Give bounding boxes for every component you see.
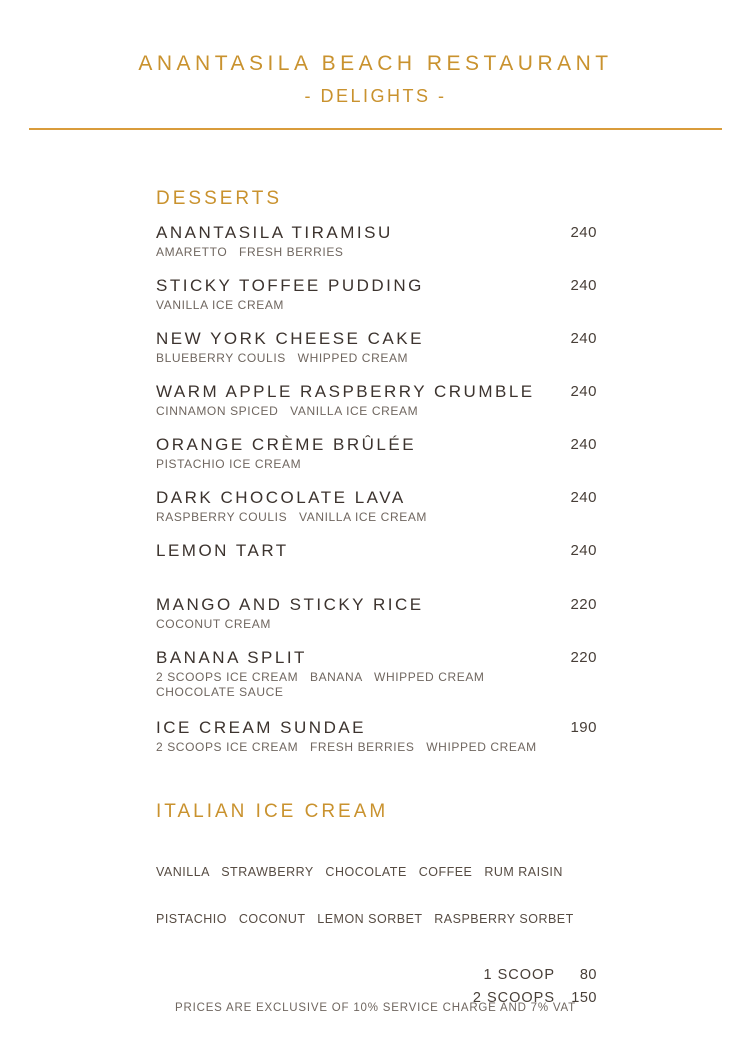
item-price: 240 [570, 436, 597, 453]
menu-item-orange-creme-brulee [156, 435, 597, 472]
item-name: ORANGE CRÈME BRÛLÉE [156, 435, 417, 454]
item-description: 2 SCOOPS ICE CREAM FRESH BERRIES WHIPPED CREAM [156, 740, 537, 754]
item-name: ANANTASILA TIRAMISU [156, 223, 393, 242]
menu-item-mango-and-sticky-rice [156, 595, 597, 632]
menu-item-warm-apple-raspberry-crumble [156, 382, 597, 419]
menu-item-sticky-toffee-pudding [156, 276, 597, 313]
flavors-line-1: VANILLA STRAWBERRY CHOCOLATE COFFEE RUM RAISIN [156, 865, 563, 879]
scoop-price: 80 [579, 967, 597, 983]
scoop-price: 150 [571, 990, 597, 1006]
desserts-item-list [156, 223, 597, 755]
item-name: STICKY TOFFEE PUDDING [156, 276, 424, 295]
item-name: BANANA SPLIT [156, 648, 307, 667]
item-name: WARM APPLE RASPBERRY CRUMBLE [156, 382, 535, 401]
ice-cream-flavor-list [156, 834, 597, 958]
item-name: NEW YORK CHEESE CAKE [156, 329, 424, 348]
menu-header [0, 0, 751, 107]
item-description: RASPBERRY COULIS VANILLA ICE CREAM [156, 510, 428, 524]
italian-ice-cream-section-heading: ITALIAN ICE CREAM [156, 801, 389, 822]
item-price: 220 [570, 649, 597, 666]
item-price: 240 [570, 489, 597, 506]
scoop-pricing-row [156, 967, 597, 990]
menu-item-anantasila-tiramisu [156, 223, 597, 260]
item-description: VANILLA ICE CREAM [156, 298, 285, 312]
footer-note: PRICES ARE EXCLUSIVE OF 10% SERVICE CHARGE AND 7% VAT [175, 1002, 576, 1014]
item-price: 220 [570, 596, 597, 613]
item-description: BLUEBERRY COULIS WHIPPED CREAM [156, 351, 409, 365]
item-description: 2 SCOOPS ICE CREAM BANANA WHIPPED CREAM [156, 670, 485, 684]
item-price: 240 [570, 383, 597, 400]
header-divider-rule [29, 128, 722, 130]
item-description: PISTACHIO ICE CREAM [156, 457, 302, 471]
item-name: ICE CREAM SUNDAE [156, 718, 367, 737]
menu-item-new-york-cheese-cake [156, 329, 597, 366]
item-name: MANGO AND STICKY RICE [156, 595, 424, 614]
item-description: AMARETTO FRESH BERRIES [156, 245, 344, 259]
menu-item-ice-cream-sundae [156, 718, 597, 755]
menu-item-dark-chocolate-lava [156, 488, 597, 525]
restaurant-title: ANANTASILA BEACH RESTAURANT [138, 52, 613, 75]
menu-item-lemon-tart [156, 541, 597, 561]
menu-item-banana-split [156, 648, 597, 700]
menu-subtitle: - DELIGHTS - [304, 86, 447, 106]
item-name: DARK CHOCOLATE LAVA [156, 488, 406, 507]
item-price: 240 [570, 277, 597, 294]
item-description: COCONUT CREAM [156, 617, 271, 631]
desserts-section-heading: DESSERTS [156, 188, 283, 209]
item-description-line2: CHOCOLATE SAUCE [156, 685, 284, 699]
item-name: LEMON TART [156, 541, 289, 560]
item-price: 240 [570, 542, 597, 559]
scoop-label: 1 SCOOP [483, 967, 555, 983]
item-price: 190 [570, 719, 597, 736]
flavors-line-2: PISTACHIO COCONUT LEMON SORBET RASPBERRY SORBET [156, 911, 574, 926]
item-price: 240 [570, 330, 597, 347]
scoop-label: 2 SCOOPS [472, 990, 555, 1006]
menu-content [156, 188, 597, 1013]
item-description: CINNAMON SPICED VANILLA ICE CREAM [156, 404, 419, 418]
item-price: 240 [570, 224, 597, 241]
